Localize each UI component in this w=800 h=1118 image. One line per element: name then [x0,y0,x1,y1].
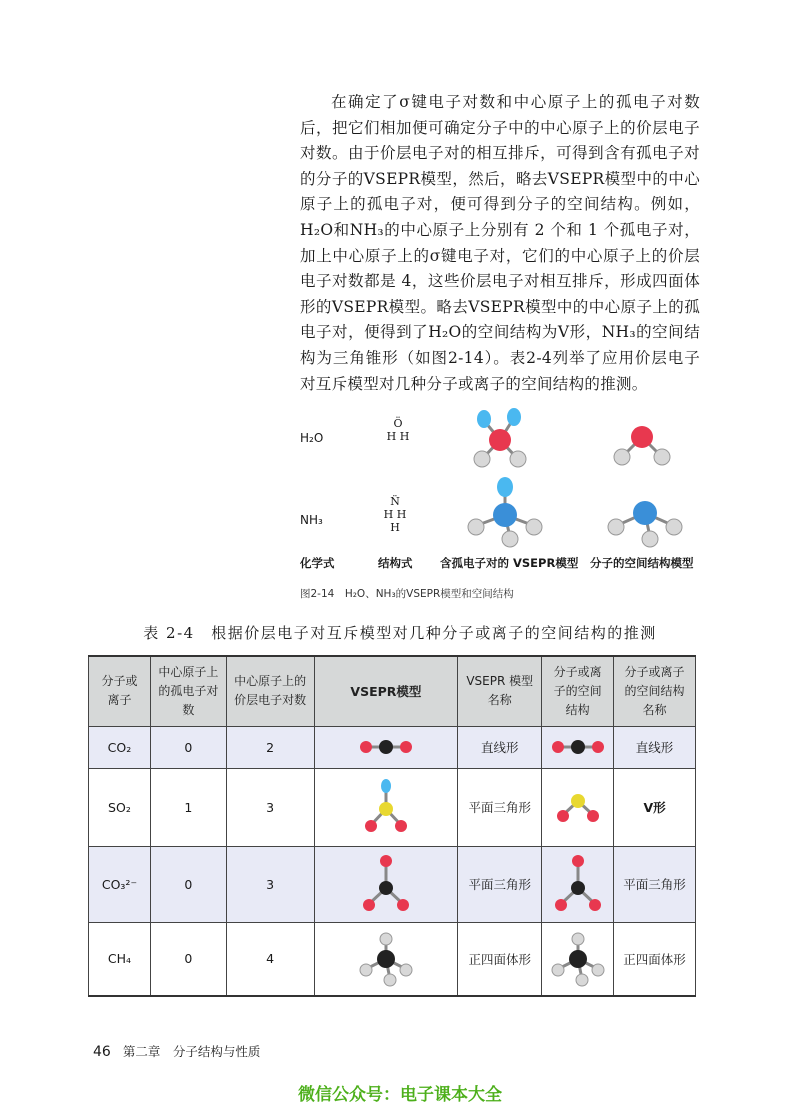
cell-lone-pairs: 0 [150,922,226,996]
cell-vsepr-model-ch4 [314,922,458,996]
table-row [89,846,696,922]
cell-shape-name: 平面三角形 [614,846,696,922]
figure-formula-h2o: H₂O [300,431,324,445]
formula-nh3: NH₃ [349,220,384,239]
cell-shape-co2 [542,726,614,768]
cell-valence-pairs: 2 [226,726,314,768]
header-lone-pairs: 中心原子上的孤电子对数 [150,656,226,726]
structural-formula-h2o: Ö H H [386,417,410,443]
figure-col-formula: 化学式 [300,556,335,570]
cell-formula: SO₂ [89,768,151,846]
formula-nh3: NH₃ [601,323,636,342]
header-vsepr-model: VSEPR模型 [314,656,458,726]
cell-model-name: 平面三角形 [458,846,542,922]
cell-shape-ch4 [542,922,614,996]
cell-shape-so2 [542,768,614,846]
cell-lone-pairs: 1 [150,768,226,846]
figure-col-structure: 结构式 [378,556,413,570]
cell-valence-pairs: 3 [226,846,314,922]
cell-model-name: 平面三角形 [458,768,542,846]
cell-shape-name: 正四面体形 [614,922,696,996]
molecular-shape-h2o [600,415,680,475]
cell-vsepr-model-so2 [314,768,458,846]
paragraph-and: 和 [333,220,350,239]
cell-formula: CO₂ [89,726,151,768]
cell-lone-pairs: 0 [150,726,226,768]
table-row [89,922,696,996]
structural-formula-nh3: N̈ H H H [383,495,407,534]
paragraph-text-2: 的中心原子上分别有 2 个和 1 个孤电子对，加上中心原子上的σ键电子对，它们的中心原子上的价层电子对数都是 4，这些价层电子对相互排斥，形成四面体形的VSEPR模型。略去VSEPR模型中的中心原子上的孤电子对，便得到了 [300,220,700,342]
formula-h2o: H₂O [428,323,462,342]
figure-col-shape: 分子的空间结构模型 [590,556,694,570]
page-number: 46 [93,1044,111,1060]
molecular-shape-nh3 [600,485,690,555]
table-row [89,726,696,768]
cell-model-name: 直线形 [458,726,542,768]
figure-caption: 图2-14 H₂O、NH₃的VSEPR模型和空间结构 [300,588,514,600]
body-paragraph [300,90,700,397]
cell-shape-name: V形 [614,768,696,846]
formula-h2o: H₂O [300,220,334,239]
co2-model-image [356,737,416,757]
cell-formula: CH₄ [89,922,151,996]
cell-model-name: 正四面体形 [458,922,542,996]
co3-shape-image [553,852,603,916]
figure-2-14 [290,405,710,590]
figure-col-vsepr: 含孤电子对的 VSEPR模型 [440,556,579,570]
cell-vsepr-model-co2 [314,726,458,768]
paragraph-text-1: 在确定了σ键电子对数和中心原子上的孤电子对数后，把它们相加便可确定分子中的中心原子上的价层电子对数。由于价层电子对的相互排斥，可得到含有孤电子对的分子的VSEPR模型，然后，略去VSEPR模型中的中心原子上的孤电子对，便可得到分子的空间结构。例如， [300,93,700,214]
cell-shape-name: 直线形 [614,726,696,768]
paragraph-text-3: 的空间结构为V形， [461,323,602,342]
cell-lone-pairs: 0 [150,846,226,922]
table-row [89,768,696,846]
header-shape: 分子或离子的空间结构 [542,656,614,726]
cell-valence-pairs: 4 [226,922,314,996]
header-vsepr-name: VSEPR 模型名称 [458,656,542,726]
chapter-title: 第二章 分子结构与性质 [122,1044,261,1059]
header-valence-pairs: 中心原子上的价层电子对数 [226,656,314,726]
cell-formula: CO₃²⁻ [89,846,151,922]
paragraph-text-4: 的空间结构为三角锥形（如图2-14）。表2-4列举了应用价层电子对互斥模型对几种分子或离子的空间结构的推测。 [300,323,700,393]
co3-model-image [361,852,411,916]
wechat-banner: 微信公众号：电子课本大全 [298,1085,502,1105]
cell-shape-co3 [542,846,614,922]
ch4-model-image [358,931,414,987]
cell-valence-pairs: 3 [226,768,314,846]
table-caption: 表 2-4 根据价层电子对互斥模型对几种分子或离子的空间结构的推测 [143,624,657,642]
header-shape-name: 分子或离子的空间结构名称 [614,656,696,726]
page-footer [93,1042,260,1060]
cell-vsepr-model-co3 [314,846,458,922]
vsepr-model-h2o [460,405,540,475]
so2-shape-image [553,787,603,827]
vsepr-model-nh3 [460,475,550,555]
figure-formula-nh3: NH₃ [300,513,323,527]
so2-model-image [361,777,411,837]
vsepr-table [88,655,696,997]
co2-shape-image [548,737,608,757]
table-header-row [89,656,696,726]
header-species: 分子或离子 [89,656,151,726]
ch4-shape-image [550,931,606,987]
